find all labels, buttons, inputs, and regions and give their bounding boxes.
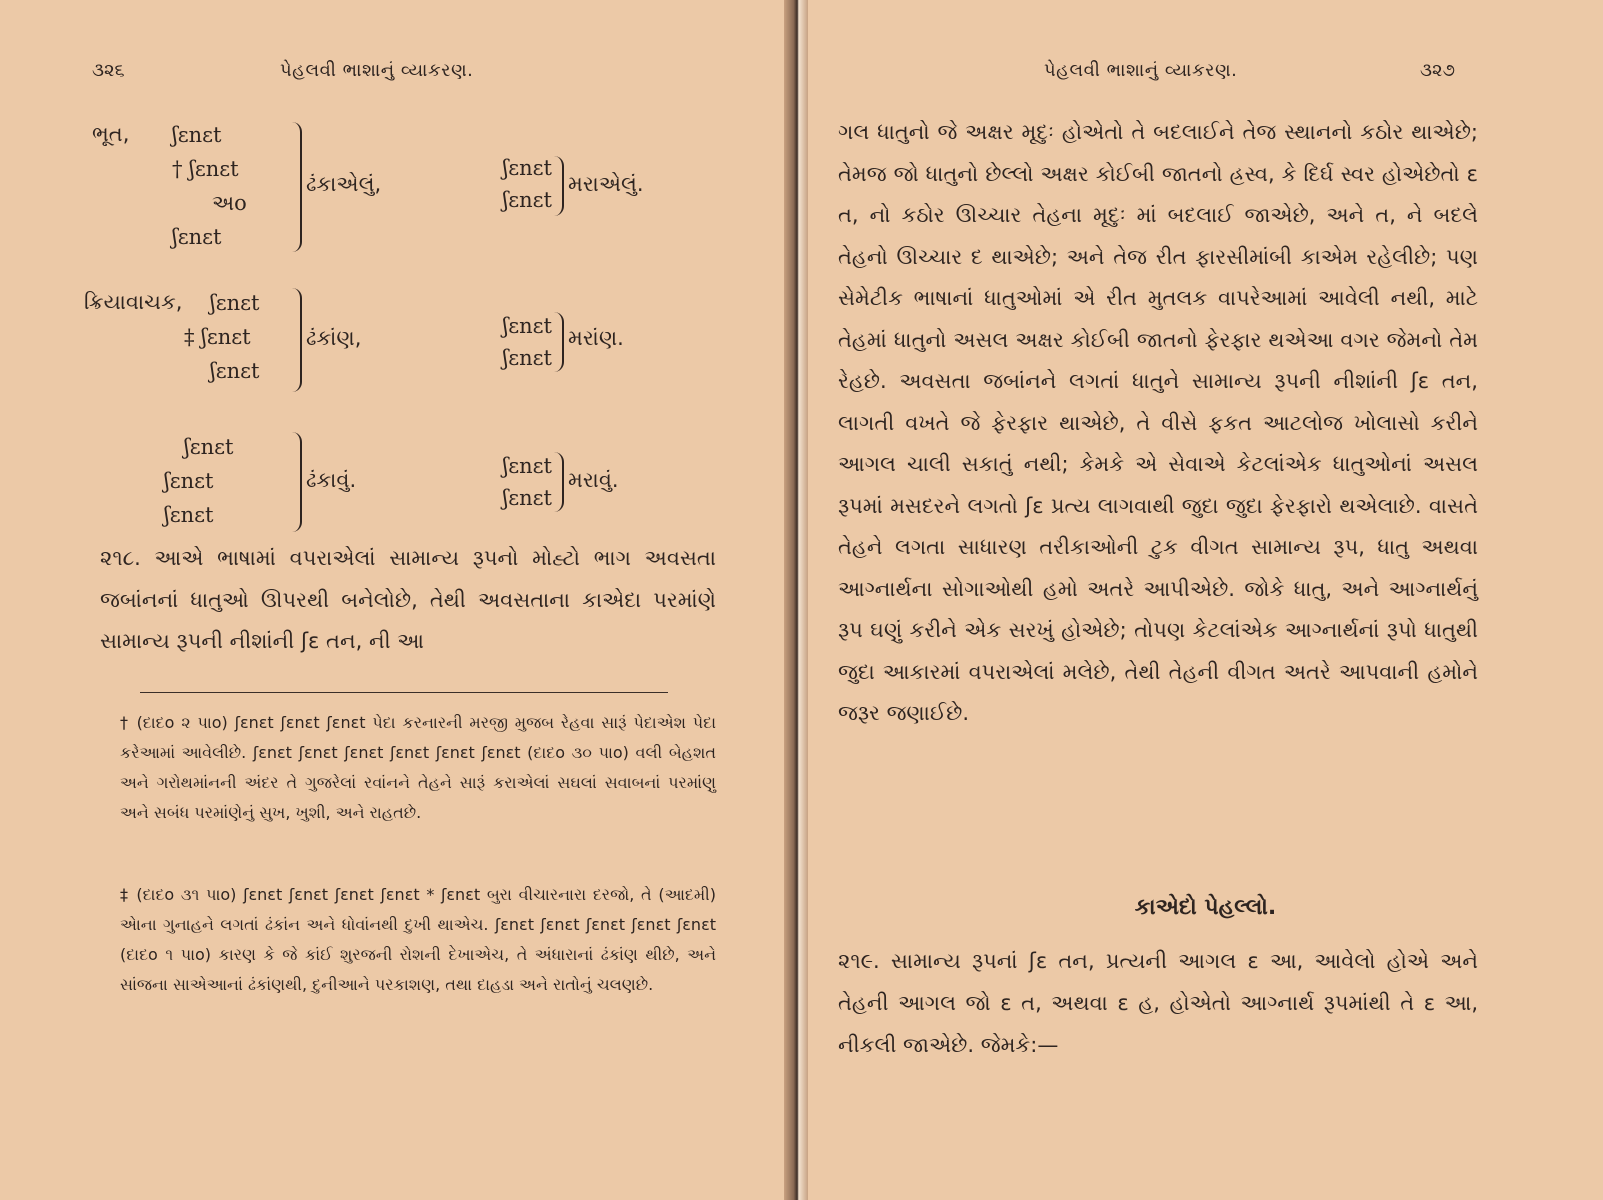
brace [554,156,564,216]
pahlavi-word: ʃɛnɛt [502,486,552,510]
pahlavi-forms-2 [412,450,552,514]
paradigm-group [84,280,692,406]
pahlavi-word: ʃɛnɛt [502,314,552,338]
pahlavi-word: ʃɛnɛt [164,503,214,527]
running-head: પેહલવી ભાશાનું વ્યાકરણ. [280,60,474,81]
paragraph-218: ૨૧૮. આએ ભાષામાં વપરાએલાં સામાન્ય રૂપનો મોહ્ટો ભાગ અવસતા જબાંનનાં ધાતુઓ ઊપરથી બનેલોછે, તેથી અવસતાના કાએદા પરમાંણે સામાન્ય રૂપની નીશાંની ʃɛ તન, ની આ [100,546,716,653]
section-title: કાએદો પેહલ્લો. [1134,895,1277,920]
meaning: મરાએલું. [568,172,644,196]
brace [292,432,302,532]
pahlavi-word: અo [212,191,247,215]
meaning: ઢંકાવું. [306,468,357,492]
pahlavi-word: ʃɛnɛt [210,359,260,383]
pahlavi-word: † ʃɛnɛt [172,157,239,181]
pahlavi-forms [164,430,233,532]
footnote-rule [140,692,668,693]
meaning: મરાંણ. [568,326,624,350]
paradigm-label: ભૂત, [92,122,130,146]
meaning: ઢંકાએલું, [306,172,382,196]
brace [554,312,564,372]
paradigm-group [92,112,692,262]
body-paragraph: ગલ ધાતુનો જે અક્ષર મૃદુઃ હોએતો તે બદલાઈને તેજ સ્થાનનો કઠોર થાએછે; તેમજ જો ધાતુનો છેલ્લો અક્ષર કોઈબી જાતનો હ્રસ્વ, કે દિર્ઘ સ્વર હોએછેતો ɛ ત, નો કઠોર ઊચ્ચાર તેહના મૃદુઃ માં બદલાઈ જાએછે, અને ત, ને બદલે તેહનો ઊચ્ચાર દ થાએછે; અને તેજ રીત ફારસીમાંબી કાએમ રહેલીછે; પણ સેમેટીક ભાષાનાં ધાતુઓમાં એ રીત મુતલક વાપરેઆમાં આવેલી નથી, માટે તેહમાં ધાતુનો અસલ અક્ષર કોઈબી જાતનો ફેરફાર થએઆ વગર જેમનો તેમ રેહછે. અવસતા જબાંનને લગતાં ધાતુને સામાન્ય રૂપની નીશાંની ʃɛ તન, લાગતી વખતે જે ફેરફાર થાએછે, તે વીસે ફકત આટલોજ ખોલાસો કરીને આગલ ચાલી સકાતું નથી; કેમકે એ સેવાએ કેટલાંએક ધાતુઓનાં અસલ રૂપમાં મસદરને લગતો ʃɛ પ્રત્ય લાગવાથી જુદા જુદા ફેરફારો થએલાછે. વાસતે તેહને લગતા સાધારણ તરીકાઓની ટુક વીગત સામાન્ય રૂપ, ધાતુ અથવા આગ્નાર્થના સોગાઓથી હમો અતરે આપીએછે. જોકે ધાતુ, અને આગ્નાર્થનું રૂપ ઘણું કરીને એક સરખું હોએછે; તોપણ કેટલાંએક આગ્નાર્થનાં રૂપો ધાતુથી જુદા આકારમાં વપરાએલાં મલેછે, તેથી તેહની વીગત અતરે આપવાની હમોને જરૂર જણાઈછે. [838,120,1478,725]
brace [292,288,302,392]
pahlavi-word: ʃɛnɛt [172,123,222,147]
pahlavi-word: ʃɛnɛt [502,188,552,212]
pahlavi-word: ʃɛnɛt [184,435,234,459]
pahlavi-word: ʃɛnɛt [210,291,260,315]
footnote-dagger: † (દાદo ૨ પાo) ʃɛnɛt ʃɛnɛt ʃɛnɛt પેદા કરનારની મરજી મુજબ રેહવા સારૂં પેદાએશ પેદા કરેઆમાં આવેલીછે. ʃɛnɛt ʃɛnɛt ʃɛnɛt ʃɛnɛt ʃɛnɛt ʃɛnɛt (દાદo ૩૦ પાo) વલી બેહશત અને ગરોથમાંનની અંદર તે ગુજરેલાં રવાંનને તેહને સારૂં કરાએલાં સઘલાં સવાબનાં પરમાંણુ અને સબંધ પરમાંણેનું સુખ, ખુશી, અને રાહતછે. [120,713,716,822]
brace [292,122,302,252]
pahlavi-word: ʃɛnɛt [502,156,552,180]
footnote-double-dagger: ‡ (દાદo ૩૧ પાo) ʃɛnɛt ʃɛnɛt ʃɛnɛt ʃɛnɛt * ʃɛnɛt બુરા વીચારનારા દરજો, તે (આદમી) એાના ગુનાહને લગતાં ઢંકાંન અને ધોવાંનથી દુખી થાએચ. ʃɛnɛt ʃɛnɛt ʃɛnɛt ʃɛnɛt ʃɛnɛt (દાદo ૧ પાo) કારણ કે જે કાંઈ શુરજની રોશની દેખાએચ, તે અંધારાનાં ઢંકાંણ થીછે, અને સાંજના સાએઆનાં ઢંકાંણથી, દુનીઆને પરકાશણ, તથા દાહડા અને રાતોનું ચલણછે. [120,885,716,994]
paradigm-table [84,112,692,552]
paradigm-label: ક્રિયાવાચક, [84,290,183,314]
page-number: ૩૨૭ [1420,60,1456,81]
pahlavi-forms-2 [412,310,552,374]
pahlavi-forms [172,118,247,254]
meaning: ઢંકાંણ, [306,326,362,350]
right-page [808,0,1603,1200]
pahlavi-word: ʃɛnɛt [502,454,552,478]
running-head: પેહલવી ભાશાનું વ્યાકરણ. [1044,60,1238,81]
pahlavi-word: ʃɛnɛt [502,346,552,370]
pahlavi-forms-2 [412,152,552,216]
pahlavi-word: ʃɛnɛt [164,469,214,493]
pahlavi-word: ‡ ʃɛnɛt [184,325,251,349]
paragraph-219: ૨૧૯. સામાન્ય રૂપનાં ʃɛ તન, પ્રત્યની આગલ ɛ આ, આવેલો હોએ અને તેહની આગલ જો ɛ ત, અથવા ɛ હ, હોએતો આગ્નાર્થ રૂપમાંથી તે ɛ આ, નીકલી જાએછે. જેમકે:— [838,949,1478,1057]
meaning: મરાવું. [568,468,619,492]
brace [554,452,564,512]
pahlavi-word: ʃɛnɛt [172,225,222,249]
book-gutter [784,0,808,1200]
page-number: ૩૨૬ [92,60,125,81]
paradigm-group [92,424,692,534]
pahlavi-forms [184,286,259,388]
left-page [0,0,784,1200]
